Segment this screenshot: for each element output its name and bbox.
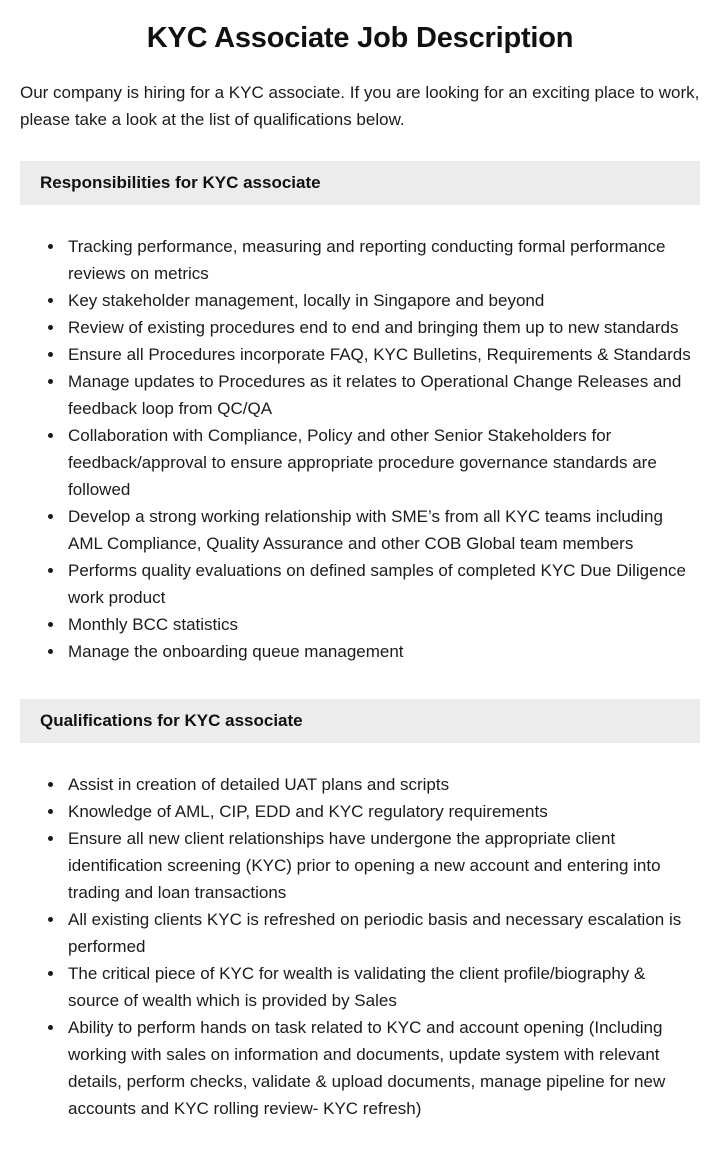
list-item: • Ensure all Procedures incorporate FAQ, KYC Bulletins, Requirements & Standards bbox=[65, 341, 700, 368]
list-item: • The critical piece of KYC for wealth is validating the client profile/biography & source of wealth which is provided by Sales bbox=[65, 960, 700, 1014]
list-item: • Develop a strong working relationship with SME’s from all KYC teams including AML Compliance, Quality Assurance and other COB Global team members bbox=[65, 503, 700, 557]
list-item: • Performs quality evaluations on defined samples of completed KYC Due Diligence work product bbox=[65, 557, 700, 611]
section-qualifications bbox=[20, 699, 700, 1122]
list-item: • Monthly BCC statistics bbox=[65, 611, 700, 638]
section-responsibilities bbox=[20, 161, 700, 665]
list-item: • Manage updates to Procedures as it relates to Operational Change Releases and feedback loop from QC/QA bbox=[65, 368, 700, 422]
list-item: • All existing clients KYC is refreshed on periodic basis and necessary escalation is performed bbox=[65, 906, 700, 960]
list-item: • Knowledge of AML, CIP, EDD and KYC regulatory requirements bbox=[65, 798, 700, 825]
list-item: • Manage the onboarding queue management bbox=[65, 638, 700, 665]
intro-text: Our company is hiring for a KYC associate. If you are looking for an exciting place to work, please take a look at the list of qualifications below. bbox=[20, 83, 700, 129]
responsibilities-list bbox=[20, 233, 700, 665]
qualifications-list bbox=[20, 771, 700, 1122]
qualifications-heading: Qualifications for KYC associate bbox=[20, 699, 700, 743]
list-item: • Ensure all new client relationships have undergone the appropriate client identification screening (KYC) prior to opening a new account and entering into trading and loan transactions bbox=[65, 825, 700, 906]
list-item: • Tracking performance, measuring and reporting conducting formal performance reviews on metrics bbox=[65, 233, 700, 287]
page-title: KYC Associate Job Description bbox=[146, 22, 574, 54]
responsibilities-heading: Responsibilities for KYC associate bbox=[20, 161, 700, 205]
list-item: • Assist in creation of detailed UAT plans and scripts bbox=[65, 771, 700, 798]
list-item: • Key stakeholder management, locally in Singapore and beyond bbox=[65, 287, 700, 314]
list-item: • Collaboration with Compliance, Policy and other Senior Stakeholders for feedback/approval to ensure appropriate procedure governance standards are followed bbox=[65, 422, 700, 503]
list-item: • Review of existing procedures end to end and bringing them up to new standards bbox=[65, 314, 700, 341]
list-item: • Ability to perform hands on task related to KYC and account opening (Including working with sales on information and documents, update system with relevant details, perform checks, validate & upload documents, manage pipeline for new accounts and KYC rolling review- KYC refresh) bbox=[65, 1014, 700, 1122]
